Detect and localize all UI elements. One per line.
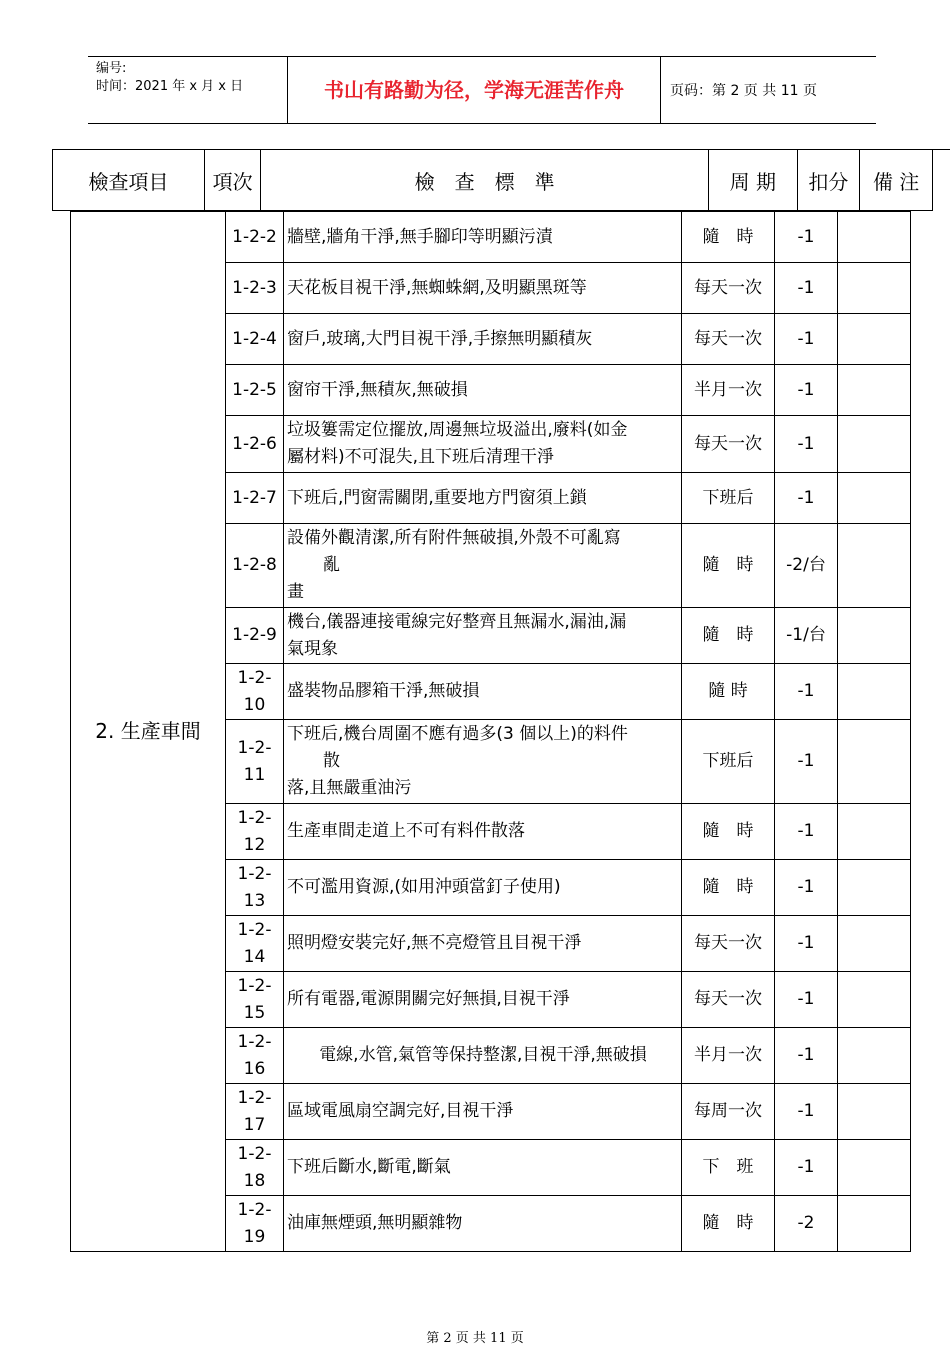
item-standard-line: 畫 (287, 582, 304, 602)
item-deduct: -1/台 (775, 608, 838, 664)
item-code (226, 972, 284, 1028)
item-remark (838, 416, 911, 473)
item-standard (284, 720, 682, 804)
item-period: 下班后 (682, 473, 775, 524)
item-deduct: -1 (775, 804, 838, 860)
item-standard-line: 機台,儀器連接電線完好整齊且無漏水,漏油,漏 (287, 611, 627, 632)
col-header-seq: 項次 (204, 150, 260, 211)
item-code-line: 1-2- (237, 1087, 272, 1108)
item-code-line: 10 (243, 694, 266, 715)
item-standard: 生產車間走道上不可有料件散落 (284, 804, 682, 860)
item-deduct: -2 (775, 1196, 838, 1252)
header-top-rule (88, 56, 876, 57)
item-standard: 下班后,門窗需關閉,重要地方門窗須上鎖 (284, 473, 682, 524)
item-standard: 所有電器,電源開關完好無損,目視干淨 (284, 972, 682, 1028)
item-remark (838, 524, 911, 608)
item-code (226, 860, 284, 916)
col-header-remark: 備 注 (860, 150, 933, 211)
item-period: 隨 時 (682, 1196, 775, 1252)
item-code (226, 1196, 284, 1252)
item-deduct: -2/台 (775, 524, 838, 608)
item-remark (838, 212, 911, 263)
item-remark (838, 473, 911, 524)
item-standard: 牆壁,牆角干淨,無手腳印等明顯污漬 (284, 212, 682, 263)
item-period: 半月一次 (682, 365, 775, 416)
item-code-line: 1-2- (237, 1199, 272, 1220)
item-period: 每周一次 (682, 1084, 775, 1140)
item-standard: 窗帘干淨,無積灰,無破損 (284, 365, 682, 416)
item-standard (284, 524, 682, 608)
item-code-line: 1-2- (237, 975, 272, 996)
item-code-line: 1-2- (237, 919, 272, 940)
item-deduct: -1 (775, 473, 838, 524)
item-code-line: 16 (243, 1058, 266, 1079)
item-period: 下班后 (682, 720, 775, 804)
item-code-line: 15 (243, 1002, 266, 1023)
item-remark (838, 1140, 911, 1196)
col-header-item: 檢查項目 (53, 150, 205, 211)
item-deduct: -1 (775, 1140, 838, 1196)
item-standard: 窗戶,玻璃,大門目視干淨,手擦無明顯積灰 (284, 314, 682, 365)
item-period: 隨 時 (682, 212, 775, 263)
item-code (226, 720, 284, 804)
item-standard-line: 設備外觀清潔,所有附件無破損,外殼不可亂寫 (287, 528, 621, 548)
item-code (226, 1028, 284, 1084)
item-code-line: 13 (243, 890, 266, 911)
item-remark (838, 1084, 911, 1140)
item-code (226, 804, 284, 860)
item-standard-line: 散 (323, 751, 340, 771)
item-remark (838, 916, 911, 972)
header-meta (96, 60, 243, 96)
item-code-line: 1-2- (237, 807, 272, 828)
item-standard (284, 608, 682, 664)
item-standard: 區域電風扇空調完好,目視干淨 (284, 1084, 682, 1140)
item-period: 隨 時 (682, 664, 775, 720)
item-code-line: 1-2- (237, 863, 272, 884)
item-deduct: -1 (775, 1084, 838, 1140)
item-code: 1-2-8 (226, 524, 284, 608)
item-deduct: -1 (775, 860, 838, 916)
item-code: 1-2-2 (226, 212, 284, 263)
item-period: 每天一次 (682, 972, 775, 1028)
item-code: 1-2-9 (226, 608, 284, 664)
item-standard: 電線,水管,氣管等保持整潔,目視干淨,無破損 (284, 1028, 682, 1084)
item-deduct: -1 (775, 365, 838, 416)
item-deduct: -1 (775, 416, 838, 473)
item-remark (838, 1196, 911, 1252)
item-code-line: 1-2- (237, 667, 272, 688)
item-standard: 照明燈安裝完好,無不亮燈管且目視干淨 (284, 916, 682, 972)
item-deduct: -1 (775, 1028, 838, 1084)
item-period: 下 班 (682, 1140, 775, 1196)
item-remark (838, 664, 911, 720)
column-header-table (52, 149, 950, 211)
item-period: 隨 時 (682, 860, 775, 916)
item-deduct: -1 (775, 212, 838, 263)
item-deduct: -1 (775, 314, 838, 365)
header-page-info: 页码：第 2 页 共 11 页 (670, 83, 817, 99)
item-standard-line: 亂 (323, 555, 340, 575)
item-code-line: 18 (243, 1170, 266, 1191)
item-period: 每天一次 (682, 314, 775, 365)
page-footer: 第 2 页 共 11 页 (426, 1331, 524, 1346)
item-remark (838, 365, 911, 416)
item-remark (838, 860, 911, 916)
item-code (226, 664, 284, 720)
col-header-standard: 檢 查 標 準 (261, 150, 709, 211)
header-divider (660, 56, 661, 123)
item-standard: 盛裝物品膠箱干淨,無破損 (284, 664, 682, 720)
item-deduct: -1 (775, 720, 838, 804)
item-standard (284, 416, 682, 473)
item-code: 1-2-5 (226, 365, 284, 416)
item-deduct: -1 (775, 972, 838, 1028)
item-remark (838, 263, 911, 314)
item-period: 每天一次 (682, 263, 775, 314)
table-row (71, 212, 911, 263)
item-code (226, 916, 284, 972)
item-deduct: -1 (775, 916, 838, 972)
item-code-line: 1-2- (237, 1143, 272, 1164)
item-standard: 油庫無煙頭,無明顯雜物 (284, 1196, 682, 1252)
number-label: 编号: (96, 61, 127, 76)
time-label: 时间：2021 年 x 月 x 日 (96, 79, 244, 94)
item-code: 1-2-6 (226, 416, 284, 473)
item-deduct: -1 (775, 263, 838, 314)
item-code-line: 14 (243, 946, 266, 967)
item-standard-line: 屬材料)不可混失,且下班后清理干淨 (287, 447, 555, 467)
item-code-line: 17 (243, 1114, 266, 1135)
item-period: 每天一次 (682, 416, 775, 473)
item-standard-line: 落,且無嚴重油污 (287, 778, 412, 798)
item-remark (838, 1028, 911, 1084)
item-period: 每天一次 (682, 916, 775, 972)
header-motto: 书山有路勤为径，学海无涯苦作舟 (324, 78, 624, 102)
item-code (226, 1084, 284, 1140)
item-period: 隨 時 (682, 804, 775, 860)
item-code-line: 1-2- (237, 737, 272, 758)
item-code-line: 19 (243, 1226, 266, 1247)
item-code-line: 11 (243, 764, 266, 785)
item-standard: 天花板目視干淨,無蜘蛛網,及明顯黑斑等 (284, 263, 682, 314)
item-period: 隨 時 (682, 608, 775, 664)
header-bottom-rule (88, 123, 876, 124)
item-code: 1-2-7 (226, 473, 284, 524)
col-header-spacer (933, 150, 950, 211)
item-deduct: -1 (775, 664, 838, 720)
item-remark (838, 314, 911, 365)
item-code: 1-2-4 (226, 314, 284, 365)
item-standard: 不可濫用資源,(如用沖頭當釘子使用) (284, 860, 682, 916)
item-code-line: 12 (243, 834, 266, 855)
item-code-line: 1-2- (237, 1031, 272, 1052)
item-remark (838, 972, 911, 1028)
item-period: 半月一次 (682, 1028, 775, 1084)
category-cell: 2. 生產車間 (71, 212, 226, 1252)
col-header-period: 周 期 (708, 150, 797, 211)
item-standard-line: 下班后,機台周圍不應有過多(3 個以上)的料件 (287, 724, 628, 744)
item-standard-line: 氣現象 (287, 638, 338, 659)
inspection-table (70, 211, 911, 1252)
item-period: 隨 時 (682, 524, 775, 608)
item-code (226, 1140, 284, 1196)
col-header-deduct: 扣分 (797, 150, 859, 211)
item-remark (838, 608, 911, 664)
item-standard-line: 垃圾簍需定位擺放,周邊無垃圾溢出,廢料(如金 (287, 420, 628, 440)
item-code: 1-2-3 (226, 263, 284, 314)
item-remark (838, 804, 911, 860)
item-remark (838, 720, 911, 804)
item-standard: 下班后斷水,斷電,斷氣 (284, 1140, 682, 1196)
